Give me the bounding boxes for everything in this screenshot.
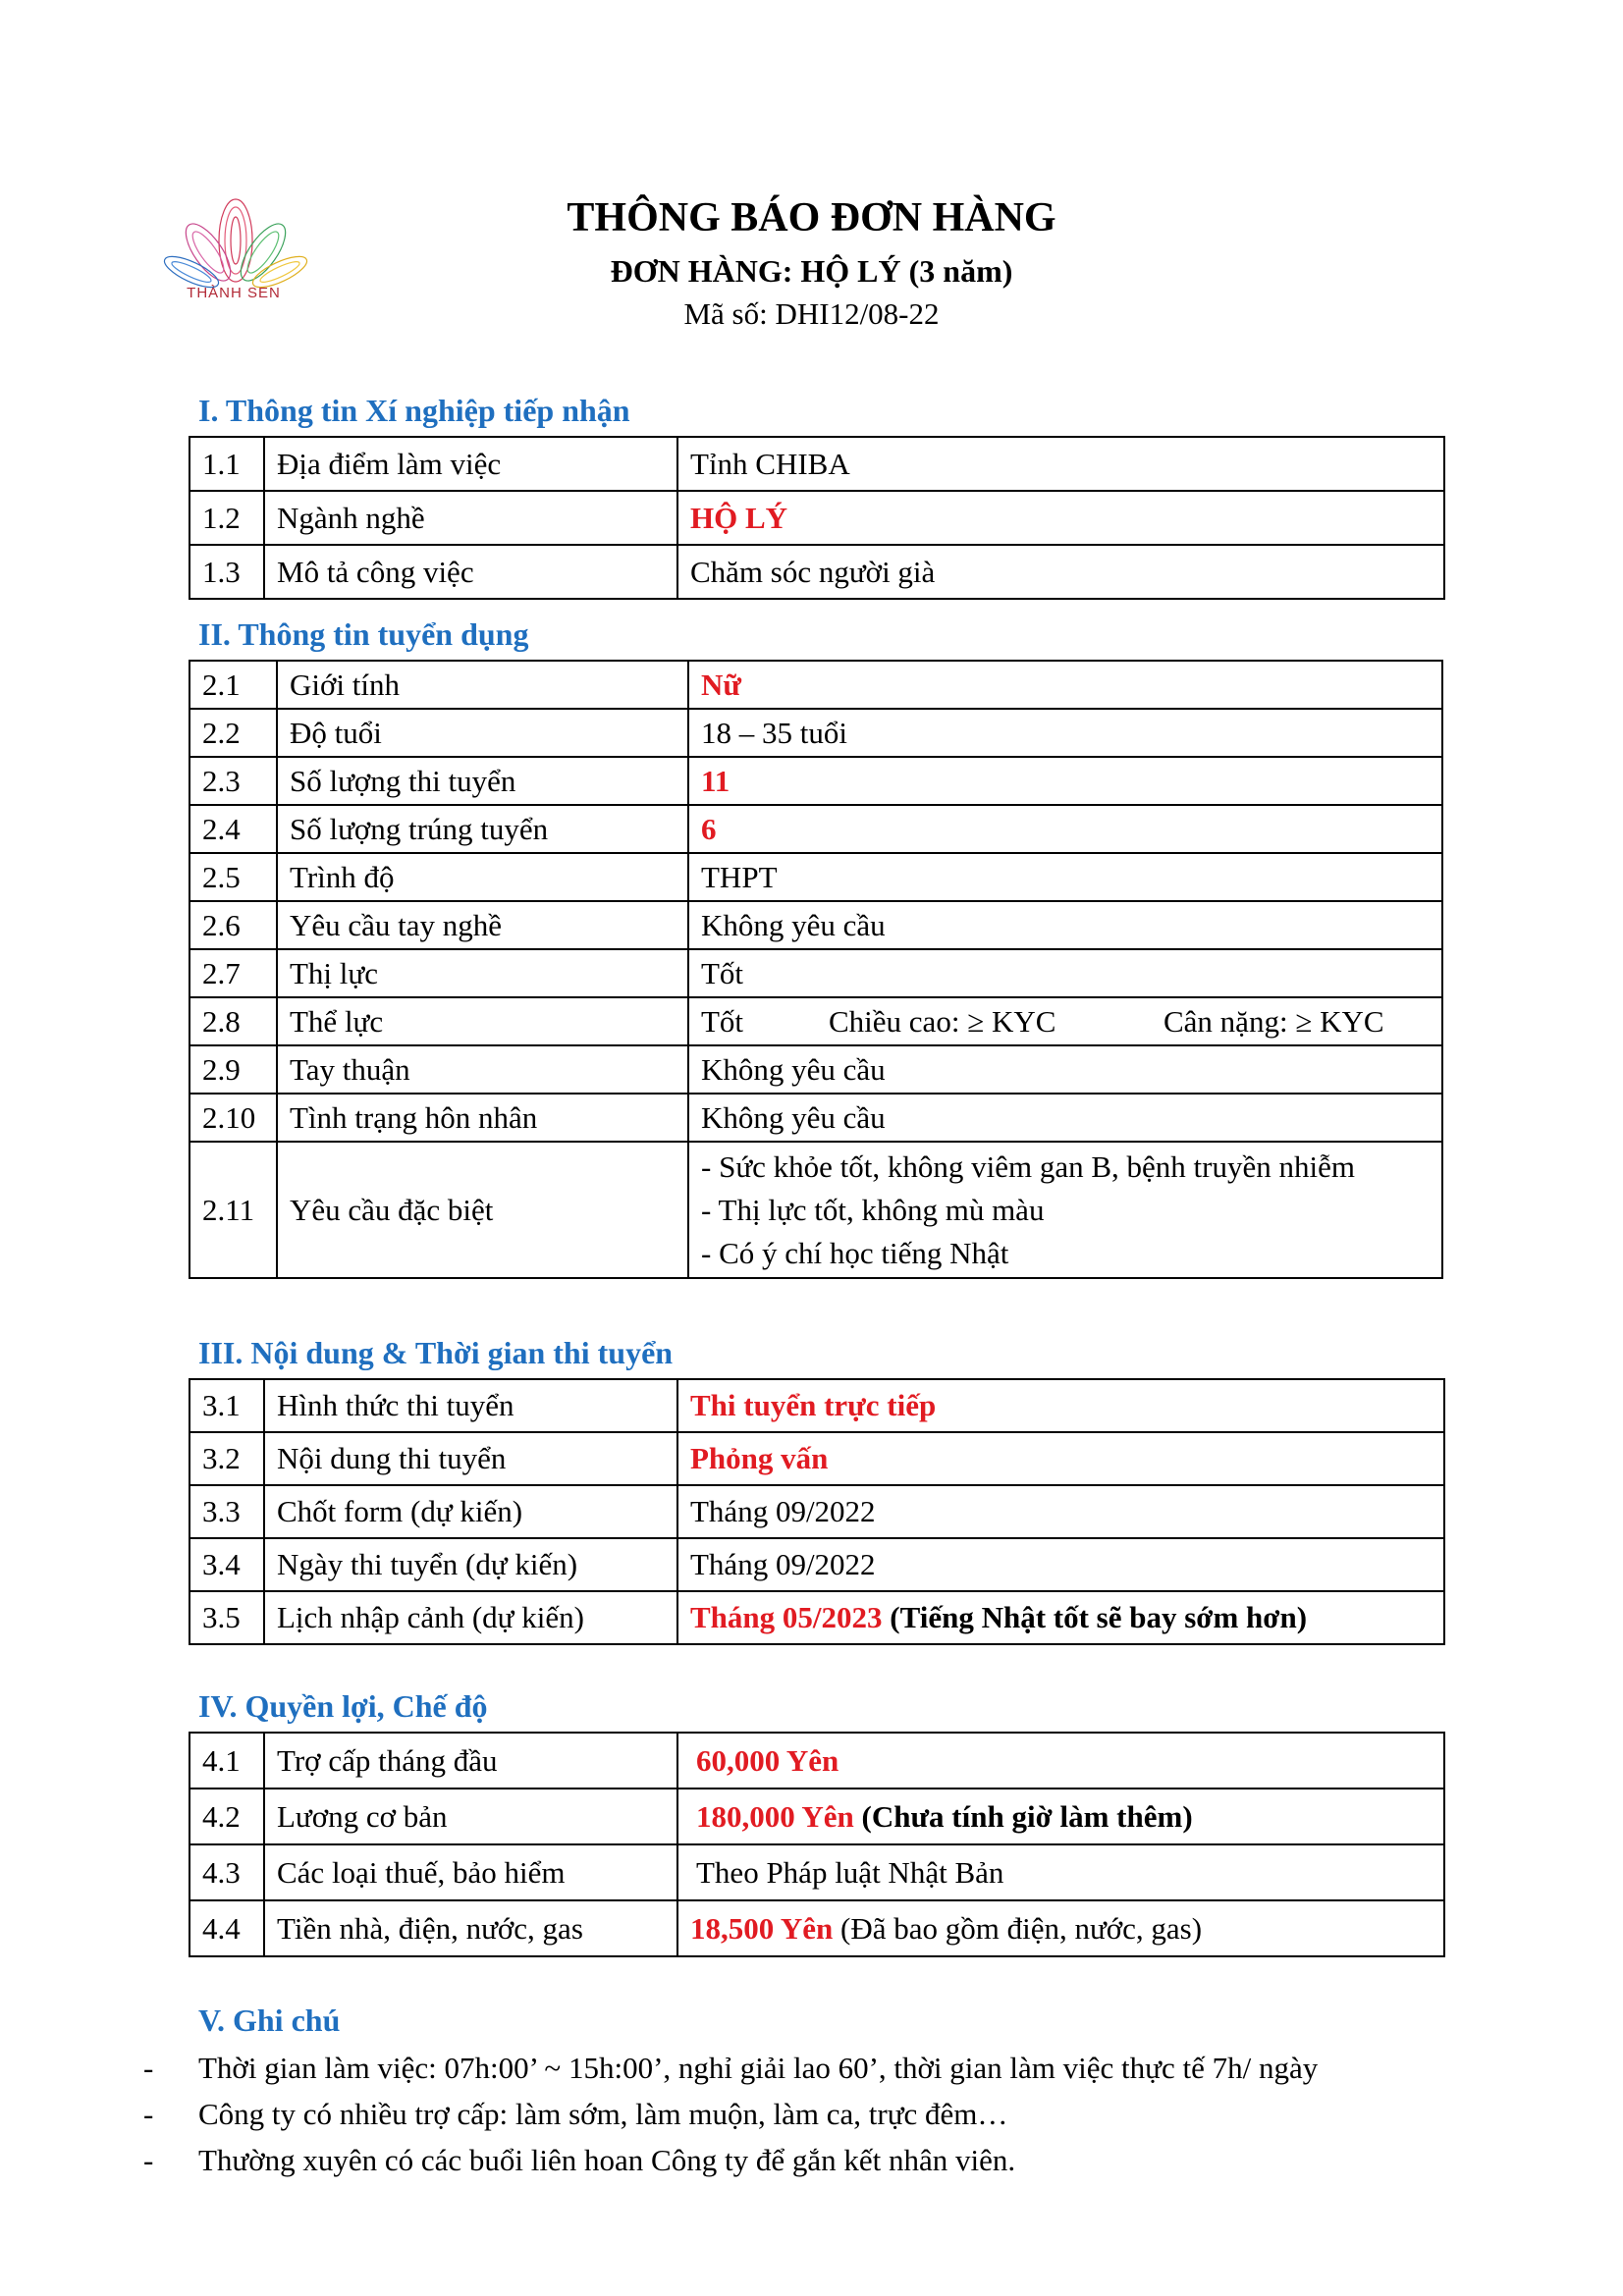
table-row — [189, 853, 1442, 901]
table-row — [189, 1379, 1444, 1432]
row-value: Thi tuyển trực tiếp — [677, 1379, 1444, 1432]
table-row — [189, 1538, 1444, 1591]
row-number: 2.4 — [189, 805, 277, 853]
weight-requirement: Cân nặng: ≥ KYC — [1163, 1003, 1384, 1039]
section-heading-3: III. Nội dung & Thời gian thi tuyển — [198, 1335, 674, 1370]
table-section-1 — [189, 436, 1445, 600]
requirement-line: - Thị lực tốt, không mù màu — [701, 1192, 1045, 1227]
row-number: 3.2 — [189, 1432, 264, 1485]
bullet: - — [143, 2051, 154, 2085]
table-row — [189, 949, 1442, 997]
row-label: Nội dung thi tuyển — [264, 1432, 677, 1485]
row-value: Phỏng vấn — [677, 1432, 1444, 1485]
row-value-lines — [688, 1142, 1442, 1278]
row-number: 3.3 — [189, 1485, 264, 1538]
row-number: 2.7 — [189, 949, 277, 997]
row-value: Không yêu cầu — [688, 1045, 1442, 1094]
row-number: 2.1 — [189, 661, 277, 709]
note-text: Thường xuyên có các buổi liên hoan Công ty để gắn kết nhân viên. — [198, 2143, 1016, 2177]
row-value-note: (Tiếng Nhật tốt sẽ bay sớm hơn) — [882, 1600, 1308, 1634]
row-value: 180,000 Yên — [696, 1798, 854, 1834]
row-value: Tốt — [688, 949, 1442, 997]
section-heading-4: IV. Quyền lợi, Chế độ — [198, 1688, 488, 1724]
section-heading-1: I. Thông tin Xí nghiệp tiếp nhận — [198, 393, 630, 428]
row-value: HỘ LÝ — [677, 491, 1444, 545]
row-value: Tháng 09/2022 — [677, 1538, 1444, 1591]
row-label: Tình trạng hôn nhân — [277, 1094, 688, 1142]
row-label: Yêu cầu đặc biệt — [277, 1142, 688, 1278]
row-value: Theo Pháp luật Nhật Bản — [677, 1844, 1444, 1900]
row-label: Ngày thi tuyển (dự kiến) — [264, 1538, 677, 1591]
table-row — [189, 1789, 1444, 1844]
row-label: Hình thức thi tuyển — [264, 1379, 677, 1432]
table-row — [189, 1094, 1442, 1142]
table-row — [189, 997, 1442, 1045]
row-label: Trợ cấp tháng đầu — [264, 1733, 677, 1789]
row-value: 18,500 Yên — [690, 1910, 834, 1946]
requirement-line: - Có ý chí học tiếng Nhật — [701, 1235, 1009, 1270]
row-label: Các loại thuế, bảo hiểm — [264, 1844, 677, 1900]
document-title: THÔNG BÁO ĐƠN HÀNG — [567, 195, 1056, 240]
row-label: Lịch nhập cảnh (dự kiến) — [264, 1591, 677, 1644]
row-label: Trình độ — [277, 853, 688, 901]
table-row — [189, 1045, 1442, 1094]
row-value: 6 — [688, 805, 1442, 853]
row-number: 3.4 — [189, 1538, 264, 1591]
row-value: Tốt — [701, 1003, 744, 1039]
row-number: 2.3 — [189, 757, 277, 805]
row-label: Mô tả công việc — [264, 545, 677, 599]
section-heading-5: V. Ghi chú — [198, 2002, 341, 2038]
table-row — [189, 709, 1442, 757]
row-label: Thị lực — [277, 949, 688, 997]
row-number: 3.1 — [189, 1379, 264, 1432]
row-label: Số lượng trúng tuyển — [277, 805, 688, 853]
row-label: Chốt form (dự kiến) — [264, 1485, 677, 1538]
row-number: 2.9 — [189, 1045, 277, 1094]
row-number: 2.6 — [189, 901, 277, 949]
row-number: 3.5 — [189, 1591, 264, 1644]
row-value: Tỉnh CHIBA — [677, 437, 1444, 491]
section-heading-2: II. Thông tin tuyển dụng — [198, 616, 529, 652]
row-number: 1.1 — [189, 437, 264, 491]
row-value: THPT — [688, 853, 1442, 901]
bullet: - — [143, 2143, 154, 2177]
bullet: - — [143, 2097, 154, 2131]
row-value: Không yêu cầu — [688, 901, 1442, 949]
table-row — [189, 1844, 1444, 1900]
document-subtitle: ĐƠN HÀNG: HỘ LÝ (3 năm) — [610, 253, 1013, 289]
row-label: Tiền nhà, điện, nước, gas — [264, 1900, 677, 1956]
row-number: 4.4 — [189, 1900, 264, 1956]
row-value: Tháng 09/2022 — [677, 1485, 1444, 1538]
table-row — [189, 1142, 1442, 1278]
document-code: Mã số: DHI12/08-22 — [683, 296, 940, 331]
row-number: 2.2 — [189, 709, 277, 757]
row-value: 11 — [688, 757, 1442, 805]
row-label: Tay thuận — [277, 1045, 688, 1094]
row-number: 1.2 — [189, 491, 264, 545]
row-label: Lương cơ bản — [264, 1789, 677, 1844]
row-value-note: (Chưa tính giờ làm thêm) — [853, 1798, 1193, 1834]
row-number: 2.10 — [189, 1094, 277, 1142]
table-section-2 — [189, 660, 1443, 1279]
row-number: 4.1 — [189, 1733, 264, 1789]
row-number: 2.5 — [189, 853, 277, 901]
table-row — [189, 805, 1442, 853]
requirement-line: - Sức khỏe tốt, không viêm gan B, bệnh truyền nhiễm — [701, 1148, 1355, 1184]
table-row — [189, 901, 1442, 949]
table-section-3 — [189, 1378, 1445, 1645]
table-section-4 — [189, 1732, 1445, 1957]
row-value-group — [677, 1591, 1444, 1644]
row-value-group — [688, 997, 1442, 1045]
row-value-group — [677, 1789, 1444, 1844]
row-value: Không yêu cầu — [688, 1094, 1442, 1142]
row-number: 1.3 — [189, 545, 264, 599]
row-value: Chăm sóc người già — [677, 545, 1444, 599]
height-requirement: Chiều cao: ≥ KYC — [829, 1003, 1056, 1039]
note-text: Thời gian làm việc: 07h:00’ ~ 15h:00’, nghỉ giải lao 60’, thời gian làm việc thực tế 7h/ ngày — [198, 2051, 1319, 2085]
table-row — [189, 1432, 1444, 1485]
table-row — [189, 437, 1444, 491]
row-value: Tháng 05/2023 — [690, 1600, 883, 1634]
table-row — [189, 1591, 1444, 1644]
row-label: Giới tính — [277, 661, 688, 709]
table-row — [189, 757, 1442, 805]
table-row — [189, 491, 1444, 545]
row-number: 4.3 — [189, 1844, 264, 1900]
row-number: 4.2 — [189, 1789, 264, 1844]
row-label: Ngành nghề — [264, 491, 677, 545]
row-label: Địa điểm làm việc — [264, 437, 677, 491]
row-number: 2.11 — [189, 1142, 277, 1278]
row-value-group — [677, 1900, 1444, 1956]
note-text: Công ty có nhiều trợ cấp: làm sớm, làm muộn, làm ca, trực đêm… — [198, 2097, 1008, 2131]
row-number: 2.8 — [189, 997, 277, 1045]
row-label: Thể lực — [277, 997, 688, 1045]
table-row — [189, 1733, 1444, 1789]
logo-text: THÀNH SEN — [187, 285, 281, 301]
row-value: 60,000 Yên — [677, 1733, 1444, 1789]
row-label: Yêu cầu tay nghề — [277, 901, 688, 949]
row-label: Độ tuổi — [277, 709, 688, 757]
table-row — [189, 1485, 1444, 1538]
table-row — [189, 545, 1444, 599]
table-row — [189, 1900, 1444, 1956]
row-label: Số lượng thi tuyển — [277, 757, 688, 805]
row-value: 18 – 35 tuổi — [688, 709, 1442, 757]
row-value-note: (Đã bao gồm điện, nước, gas) — [833, 1910, 1203, 1946]
row-value: Nữ — [688, 661, 1442, 709]
table-row — [189, 661, 1442, 709]
